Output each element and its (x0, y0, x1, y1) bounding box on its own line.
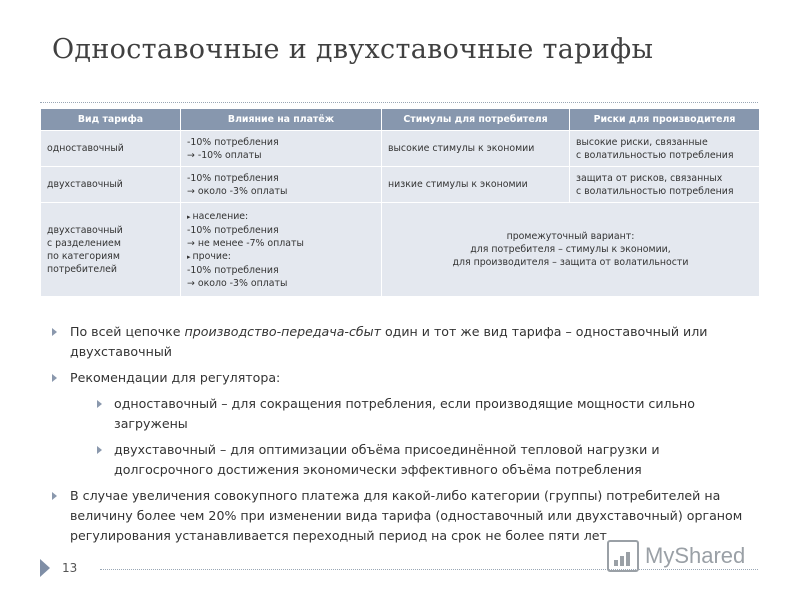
cell-line: ▸ население: (187, 210, 375, 224)
cell-line: ▸ прочие: (187, 250, 375, 264)
bullet-emphasis: производство-передача-сбыт (184, 324, 381, 339)
cell-payment-impact (181, 131, 382, 167)
cell-line: → не менее -7% оплаты (187, 237, 304, 249)
cell-tariff-type: двухставочный (41, 167, 181, 203)
cell-tariff-type: одноставочный (41, 131, 181, 167)
bullet-text: один и тот же вид тарифа – одноставочный или двухставочный (70, 324, 708, 359)
header-payment-impact: Влияние на платёж (181, 109, 382, 131)
bullet-arrow-icon (52, 492, 57, 500)
cell-line: → около -3% оплаты (187, 185, 288, 197)
bullet-text: В случае увеличения совокупного платежа для какой-либо категории (группы) потребителей на величину более чем 20% при изменении вида тарифа (одноставочный или двухставочный) органом регулирования устанавливается переходный период на срок не более пяти лет (70, 488, 743, 543)
bullet-arrow-icon (97, 446, 102, 454)
cell-line: с разделением (47, 237, 121, 249)
bullet-arrow-icon (52, 374, 57, 382)
bullet-text: По всей цепочке (70, 324, 185, 339)
cell-line: -10% потребления (187, 172, 279, 184)
page-number: 13 (62, 561, 78, 575)
header-tariff-type: Вид тарифа (41, 109, 181, 131)
cell-line: -10% потребления (187, 264, 279, 276)
bullet-item (52, 486, 752, 546)
cell-line: с волатильностью потребления (576, 149, 734, 161)
bullet-text: двухставочный – для оптимизации объёма присоединённой тепловой нагрузки и долгосрочного достижения экономически эффективного объёма потребления (114, 442, 660, 477)
cell-line: по категориям (47, 250, 120, 262)
cell-line: защита от рисков, связанных (576, 172, 723, 184)
slide-title: Одноставочные и двухставочные тарифы (52, 34, 654, 65)
cell-line: промежуточный вариант: (506, 231, 635, 242)
cell-line: → -10% оплаты (187, 149, 262, 161)
table-header-row (41, 109, 760, 131)
cell-consumer-stimulus: высокие стимулы к экономии (382, 131, 570, 167)
cell-line: высокие риски, связанные (576, 136, 708, 148)
cell-line: → около -3% оплаты (187, 277, 288, 289)
cell-line: -10% потребления (187, 224, 279, 236)
sub-bullet-item (52, 394, 752, 434)
chart-logo-icon (607, 540, 639, 572)
header-producer-risk: Риски для производителя (570, 109, 760, 131)
bullet-text: Рекомендации для регулятора: (70, 370, 281, 385)
header-consumer-stimulus: Стимулы для потребителя (382, 109, 570, 131)
table-row (41, 131, 760, 167)
cell-line: -10% потребления (187, 136, 279, 148)
sub-bullet-item (52, 440, 752, 480)
tariff-table (40, 108, 760, 297)
cell-producer-risk (570, 167, 760, 203)
play-arrow-icon[interactable] (40, 559, 50, 577)
bullet-item (52, 368, 752, 388)
table-row (41, 167, 760, 203)
bullet-arrow-icon (52, 328, 57, 336)
table-row (41, 203, 760, 297)
cell-consumer-stimulus: низкие стимулы к экономии (382, 167, 570, 203)
cell-line: с волатильностью потребления (576, 185, 734, 197)
bullet-item (52, 322, 752, 362)
cell-line: двухставочный (47, 224, 123, 236)
bullet-text: одноставочный – для сокращения потребления, если производящие мощности сильно загружены (114, 396, 695, 431)
cell-tariff-type (41, 203, 181, 297)
bullet-arrow-icon (97, 400, 102, 408)
cell-line: для потребителя – стимулы к экономии, (470, 244, 671, 255)
bullet-list (52, 322, 752, 552)
watermark-logo (607, 540, 745, 572)
title-divider (40, 102, 758, 103)
watermark-text: MyShared (645, 543, 746, 568)
cell-line: потребителей (47, 263, 118, 275)
cell-payment-impact (181, 203, 382, 297)
cell-producer-risk (570, 131, 760, 167)
cell-payment-impact (181, 167, 382, 203)
cell-merged-note (382, 203, 760, 297)
cell-line: для производителя – защита от волатильности (452, 257, 689, 268)
